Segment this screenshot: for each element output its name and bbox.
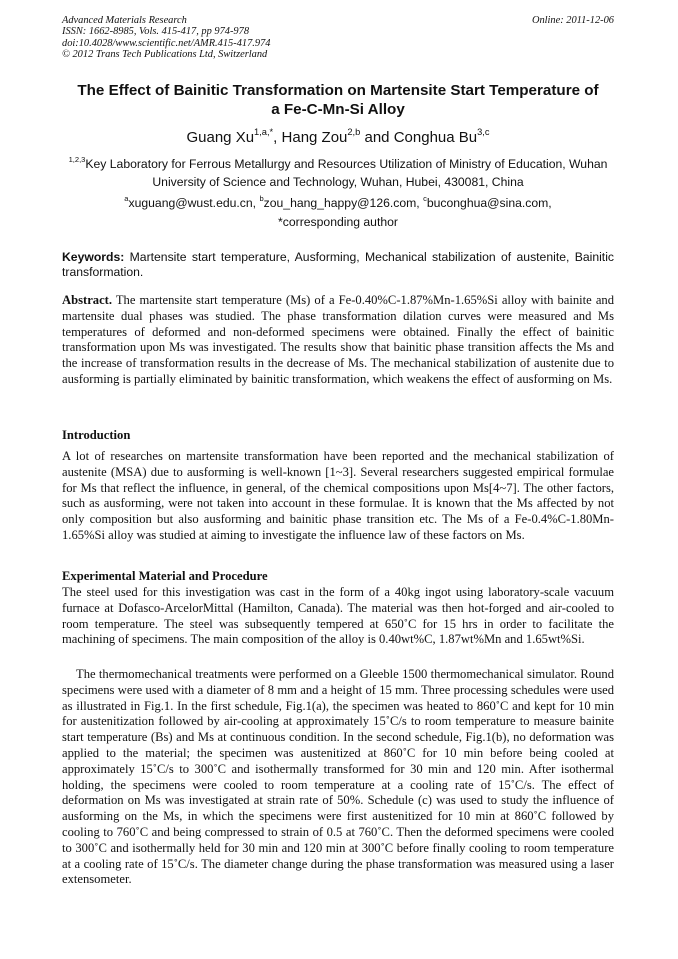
online-date: Online: 2011-12-06 xyxy=(531,15,614,26)
email-link[interactable]: zou_hang_happy@126.com, xyxy=(263,196,424,210)
experimental-paragraph-2: The thermomechanical treatments were performed on a Gleeble 1500 thermomechanical simulator. Round specimens were used with a diameter of 8 mm and a height of 15 mm. Three processing schedules were used as illustrated in Fig.1. In the first schedule, Fig.1(a), the specimen was heated to 860˚C and kept for 10 min for austenitization followed by air-cooling at approximately 15˚C/s to room temperature to measure bainite start temperature (Bs) and Ms at continuous condition. In the second schedule, Fig.1(b), no deformation was applied to the material; the specimen was austenitized at 860˚C for 10 min before being cooled at approximately 15˚C/s to 300˚C and isothermally transformed for 30 min and 120 min. After isothermal holding, the specimens were cooled to room temperature at a cooling rate of 15˚C/s. The effect of deformation on Ms was investigated at strain rate of 50%. Schedule (c) was used to study the influence of ausforming on the Ms, in which the specimens were first austenitized for 10 min at 860˚C followed by cooling to 760˚C and being compressed to strain of 0.5 at 760˚C. Then the deformed specimens were cooled to 300˚C and isothermally held for 30 min and 120 min at 300˚C before finally cooling to room temperature at a cooling rate of 15˚C/s. The diameter change during the phase transformation was measured using a laser extensometer. xyxy=(62,667,614,887)
title-line-1: The Effect of Bainitic Transformation on Martensite Start Temperature of xyxy=(77,82,599,99)
author-separator: , xyxy=(273,129,282,146)
journal-issn: ISSN: 1662-8985, Vols. 415-417, pp 974-978 xyxy=(62,26,250,38)
title-line-2: a Fe-C-Mn-Si Alloy xyxy=(271,101,405,118)
introduction-paragraph: A lot of researches on martensite transformation have been reported and the mechanical stabilization of austenite (MSA) due to ausforming is well-known [1~3]. Several researchers suggested empirical formulae for Ms that reflect the influence, in general, of the chemical compositions upon Ms[4~7]. The other factors, such as ausforming, were not taken into account in these formulae. It is known that the Ms affected by not only composition but also ausforming and bainitic phase transition etc. The Ms of a Fe-0.4%C-1.80Mn-1.65%Si alloy was studied at aiming to investigate the influence law of these factors on Ms. xyxy=(62,449,614,542)
email-sup: b xyxy=(259,194,264,204)
affiliation-sup: 1,2,3 xyxy=(68,155,86,165)
author-list xyxy=(62,128,614,148)
abstract-text: The martensite start temperature (Ms) of a Fe-0.40%C-1.87%Mn-1.65%Si alloy with bainite and martensite dual phases was studied. The phase transformation dilation curves were measured and Ms temperatures of deformed and non-deformed specimens were obtained. Finally the effect of bainitic transformation upon Ms was investigated. The results show that bainitic phase transition affects the Ms and the increase of transformation results in the decrease of Ms. The mechanical stabilization of austenite due to ausforming is partially eliminated by bainitic transformation, which weakens the effect of ausforming on Ms. xyxy=(62,293,614,386)
experimental-heading: Experimental Material and Procedure xyxy=(62,569,268,583)
email-sup: c xyxy=(423,194,427,204)
author-separator: and xyxy=(360,129,394,146)
paper-title xyxy=(62,81,614,119)
affiliation-line-1: Key Laboratory for Ferrous Metallurgy and Resources Utilization of Ministry of Education, Wuhan xyxy=(85,157,608,171)
abstract-paragraph xyxy=(62,293,614,388)
email-link[interactable]: buconghua@sina.com, xyxy=(426,196,552,210)
journal-header xyxy=(62,15,614,60)
author-sup: 1,a,* xyxy=(254,127,274,138)
journal-name: Advanced Materials Research xyxy=(62,15,187,26)
author-name: Hang Zou xyxy=(281,129,348,146)
author-name: Guang Xu xyxy=(186,129,255,146)
affiliation-line-2: University of Science and Technology, Wuhan, Hubei, 430081, China xyxy=(152,175,524,189)
experimental-paragraph-1: The steel used for this investigation was cast in the form of a 40kg ingot using laboratory-scale vacuum furnace at Dofasco-ArcelorMittal (Hamilton, Canada). The material was then hot-forged and air-cooled to room temperature. The steel was subsequently tempered at 650˚C for 15 hrs in order to facilitate the machining of specimens. The main composition of the alloy is 0.40wt%C, 1.87wt%Mn and 1.65wt%Si. xyxy=(62,585,614,647)
author-sup: 2,b xyxy=(347,127,361,138)
journal-doi: doi:10.4028/www.scientific.net/AMR.415-417.974 xyxy=(62,37,271,49)
email-link[interactable]: xuguang@wust.edu.cn, xyxy=(128,196,260,210)
corresponding-note: *corresponding author xyxy=(278,215,398,229)
keywords-paragraph xyxy=(62,250,614,280)
email-sup: a xyxy=(124,194,129,204)
abstract-label: Abstract. xyxy=(62,293,113,307)
introduction-heading: Introduction xyxy=(62,428,131,442)
author-name: Conghua Bu xyxy=(393,129,478,146)
affiliation xyxy=(62,155,614,191)
email-list xyxy=(62,194,614,212)
author-sup: 3,c xyxy=(477,127,490,138)
keywords-text: Martensite start temperature, Ausforming, Mechanical stabilization of austenite, Bainitic transformation. xyxy=(62,250,614,279)
keywords-label: Keywords: xyxy=(62,250,125,264)
journal-copyright: © 2012 Trans Tech Publications Ltd, Switzerland xyxy=(62,48,268,60)
